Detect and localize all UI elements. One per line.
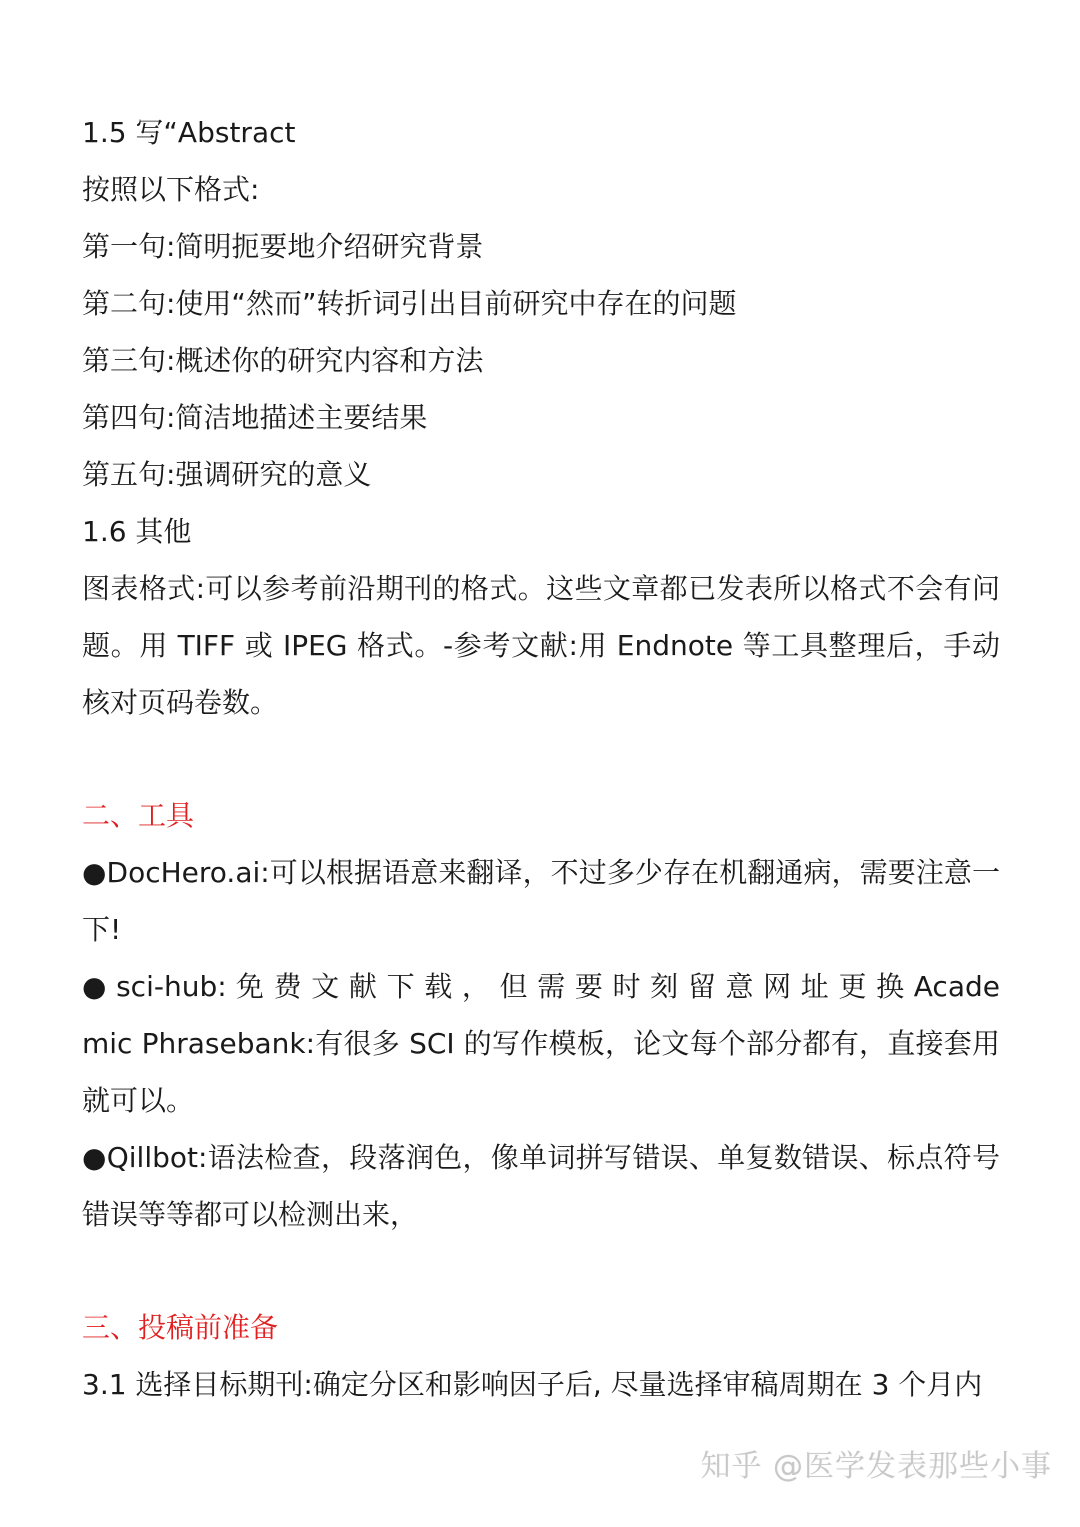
tool-item-qillbot: ●Qillbot:语法检查，段落润色，像单词拼写错误、单复数错误、标点符号错误等等都可以检测出来， <box>82 1141 1000 1231</box>
zhihu-watermark: 知乎 @医学发表那些小事 <box>700 1449 1052 1484</box>
document-content <box>82 104 1000 1413</box>
abstract-sentence-2: 第二句:使用“然而”转折词引出目前研究中存在的问题 <box>82 287 737 320</box>
section-tools-heading: 二、工具 <box>82 799 195 832</box>
abstract-format-intro: 按照以下格式: <box>82 173 260 206</box>
heading-1-6: 1.6 其他 <box>82 515 192 548</box>
section-prep-heading: 三、投稿前准备 <box>82 1311 279 1344</box>
abstract-sentence-3: 第三句:概述你的研究内容和方法 <box>82 344 484 377</box>
tool-item-scihub: ● sci-hub: 免 费 文 献 下 载 ， 但 需 要 时 刻 留 意 网 址 更 换 Academic Phrasebank:有很多 SCI 的写作模板，论文每个部分都有，直接套用就可以。 <box>82 970 1000 1117</box>
tool-item-dochero: ●DocHero.ai:可以根据语意来翻译，不过多少存在机翻通病，需要注意一下! <box>82 856 1000 946</box>
item-3-1: 3.1 选择目标期刊:确定分区和影响因子后, 尽量选择审稿周期在 3 个月内 <box>82 1368 983 1401</box>
abstract-sentence-4: 第四句:简洁地描述主要结果 <box>82 401 428 434</box>
heading-1-5: 1.5 写“Abstract <box>82 116 296 149</box>
other-paragraph: 图表格式:可以参考前沿期刊的格式。这些文章都已发表所以格式不会有问题。用 TIFF 或 IPEG 格式。-参考文献:用 Endnote 等工具整理后，手动核对页码卷数。 <box>82 572 1000 719</box>
abstract-sentence-5: 第五句:强调研究的意义 <box>82 458 372 491</box>
abstract-sentence-1: 第一句:简明扼要地介绍研究背景 <box>82 230 484 263</box>
